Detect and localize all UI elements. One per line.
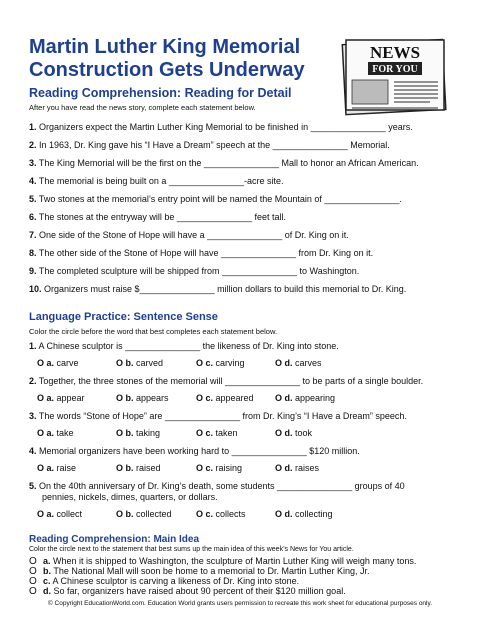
option-word: taken (215, 428, 238, 438)
option-letter: O c. (196, 509, 214, 519)
option-c[interactable] (196, 463, 242, 473)
option-d[interactable] (275, 393, 335, 403)
option-word: appeared (215, 393, 254, 403)
item-number: 4. (29, 176, 37, 186)
option-d[interactable] (275, 509, 333, 519)
option-letter: O a. (37, 463, 55, 473)
section-heading-sentence-sense: Language Practice: Sentence Sense (29, 311, 218, 323)
item-text: In 1963, Dr. King gave his “I Have a Dream” speech at the _______________ Memorial. (39, 140, 390, 150)
option-letter: O b. (116, 358, 134, 368)
item-number: 5. (29, 194, 37, 204)
item-number: 8. (29, 248, 37, 258)
item-number: 3. (29, 158, 37, 168)
detail-item (29, 248, 373, 259)
option-a[interactable] (37, 393, 85, 403)
option-letter: a. (43, 556, 51, 566)
detail-item (29, 140, 390, 151)
option-letter: d. (43, 586, 51, 596)
item-text: The completed sculpture will be shipped from _______________ to Washington. (38, 266, 360, 276)
title-line-1: Martin Luther King Memorial (29, 36, 301, 58)
option-letter: O b. (116, 393, 134, 403)
item-number: 7. (29, 230, 37, 240)
item-text: One side of the Stone of Hope will have a _______________ of Dr. King on it. (39, 230, 349, 240)
radio-circle[interactable]: O (29, 576, 37, 587)
option-word: raising (215, 463, 243, 473)
option-a[interactable] (37, 463, 76, 473)
option-text: The National Mall will soon be home to a memorial to Dr. Martin Luther King, Jr. (53, 566, 370, 576)
option-letter: c. (43, 576, 51, 586)
option-b[interactable] (116, 428, 160, 438)
option-word: carve (56, 358, 79, 368)
option-letter: O b. (116, 428, 134, 438)
sentence-item (29, 446, 360, 457)
option-letter: O a. (37, 428, 55, 438)
option-text: So far, organizers have raised about 90 percent of their $120 million goal. (53, 586, 346, 596)
sentence-item (29, 376, 423, 387)
option-c[interactable] (196, 358, 245, 368)
item-number: 1. (29, 122, 37, 132)
item-number: 3. (29, 411, 37, 421)
copyright-footer: © Copyright EducationWorld.com. Education World grants users permission to recreate this work sheet for educational purposes only. (47, 600, 433, 607)
option-text: A Chinese sculptor is carving a likeness of Dr. King into stone. (52, 576, 300, 586)
detail-item (29, 212, 286, 223)
item-text: The memorial is being built on a _______________-acre site. (38, 176, 284, 186)
option-letter: O d. (275, 463, 293, 473)
option-letter: O b. (116, 463, 134, 473)
option-letter: b. (43, 566, 51, 576)
item-text: A Chinese sculptor is _______________ the likeness of Dr. King into stone. (38, 341, 339, 351)
option-word: raised (136, 463, 161, 473)
option-word: collected (136, 509, 172, 519)
option-letter: O a. (37, 393, 55, 403)
option-d[interactable] (275, 358, 322, 368)
option-b[interactable] (116, 463, 161, 473)
option-b[interactable] (116, 393, 169, 403)
option-word: carving (215, 358, 245, 368)
sentence-item (29, 481, 405, 492)
option-word: carves (295, 358, 322, 368)
detail-item (29, 230, 349, 241)
option-letter: O c. (196, 428, 214, 438)
item-text: Organizers expect the Martin Luther King Memorial to be finished in _______________ years. (39, 122, 413, 132)
option-letter: O d. (275, 509, 293, 519)
radio-circle[interactable]: O (29, 556, 37, 567)
option-a[interactable] (37, 428, 74, 438)
newspaper-logo-icon (340, 36, 450, 116)
detail-item (29, 158, 419, 169)
option-a[interactable] (37, 358, 79, 368)
option-word: taking (136, 428, 161, 438)
sentence-item-continued: pennies, nickels, dimes, quarters, or dollars. (42, 492, 218, 502)
option-b[interactable] (116, 509, 172, 519)
item-text: Organizers must raise $_______________ million dollars to build this memorial to Dr. King. (44, 284, 407, 294)
detail-item (29, 284, 406, 295)
section-heading-detail: Reading Comprehension: Reading for Detail (29, 86, 292, 100)
option-letter: O c. (196, 393, 214, 403)
option-d[interactable] (275, 463, 319, 473)
option-word: took (295, 428, 313, 438)
option-text: When it is shipped to Washington, the sculpture of Martin Luther King will weigh many tons. (53, 556, 417, 566)
radio-circle[interactable]: O (29, 566, 37, 577)
item-text: Memorial organizers have been working hard to _______________ $120 million. (39, 446, 360, 456)
option-a[interactable] (37, 509, 82, 519)
detail-item (29, 176, 284, 187)
item-number: 9. (29, 266, 37, 276)
item-text: The words “Stone of Hope” are _______________ from Dr. King’s “I Have a Dream” speech. (38, 411, 407, 421)
item-text: The King Memorial will be the first on the _______________ Mall to honor an African American. (38, 158, 419, 168)
option-word: raises (295, 463, 320, 473)
option-word: carved (136, 358, 164, 368)
main-idea-option-d[interactable] (29, 586, 346, 597)
item-number: 4. (29, 446, 37, 456)
sentence-item (29, 341, 339, 352)
detail-item (29, 266, 359, 277)
sentence-item (29, 411, 407, 422)
section-instructions-detail: After you have read the news story, complete each statement below. (29, 103, 256, 112)
item-number: 5. (29, 481, 37, 491)
page-title (29, 36, 329, 82)
title-line-2: Construction Gets Underway (29, 59, 305, 81)
logo-for-you-text: FOR YOU (372, 64, 418, 75)
item-number: 2. (29, 140, 37, 150)
option-letter: O d. (275, 393, 293, 403)
item-text: Two stones at the memorial’s entry point will be named the Mountain of _______________. (38, 194, 402, 204)
option-letter: O c. (196, 463, 214, 473)
detail-item (29, 194, 402, 205)
option-b[interactable] (116, 358, 163, 368)
option-word: collect (56, 509, 83, 519)
item-text: The stones at the entryway will be _______________ feet tall. (38, 212, 287, 222)
option-word: appearing (295, 393, 336, 403)
option-word: appear (56, 393, 85, 403)
option-word: raise (56, 463, 77, 473)
option-word: take (56, 428, 74, 438)
section-instructions-sentence-sense: Color the circle before the word that best completes each statement below. (29, 327, 278, 336)
item-number: 6. (29, 212, 37, 222)
item-text: Together, the three stones of the memorial will _______________ to be parts of a single boulder. (38, 376, 424, 386)
section-instructions-main-idea: Color the circle next to the statement that best sums up the main idea of this week’s News for You article. (29, 546, 354, 553)
item-number: 10. (29, 284, 42, 294)
item-text: The other side of the Stone of Hope will have _______________ from Dr. King on it. (38, 248, 374, 258)
option-word: collecting (295, 509, 333, 519)
option-letter: O b. (116, 509, 134, 519)
option-d[interactable] (275, 428, 312, 438)
detail-item (29, 122, 413, 133)
item-number: 1. (29, 341, 37, 351)
option-letter: O a. (37, 358, 55, 368)
radio-circle[interactable]: O (29, 586, 37, 597)
option-letter: O a. (37, 509, 55, 519)
item-text: On the 40th anniversary of Dr. King’s death, some students _______________ groups of 40 (39, 481, 405, 491)
option-word: appears (136, 393, 169, 403)
item-number: 2. (29, 376, 37, 386)
option-c[interactable] (196, 509, 246, 519)
section-heading-main-idea: Reading Comprehension: Main Idea (29, 534, 200, 545)
option-letter: O c. (196, 358, 214, 368)
logo-news-text: NEWS (369, 43, 421, 62)
option-letter: O d. (275, 358, 293, 368)
option-c[interactable] (196, 428, 238, 438)
option-c[interactable] (196, 393, 254, 403)
option-word: collects (215, 509, 246, 519)
option-letter: O d. (275, 428, 293, 438)
